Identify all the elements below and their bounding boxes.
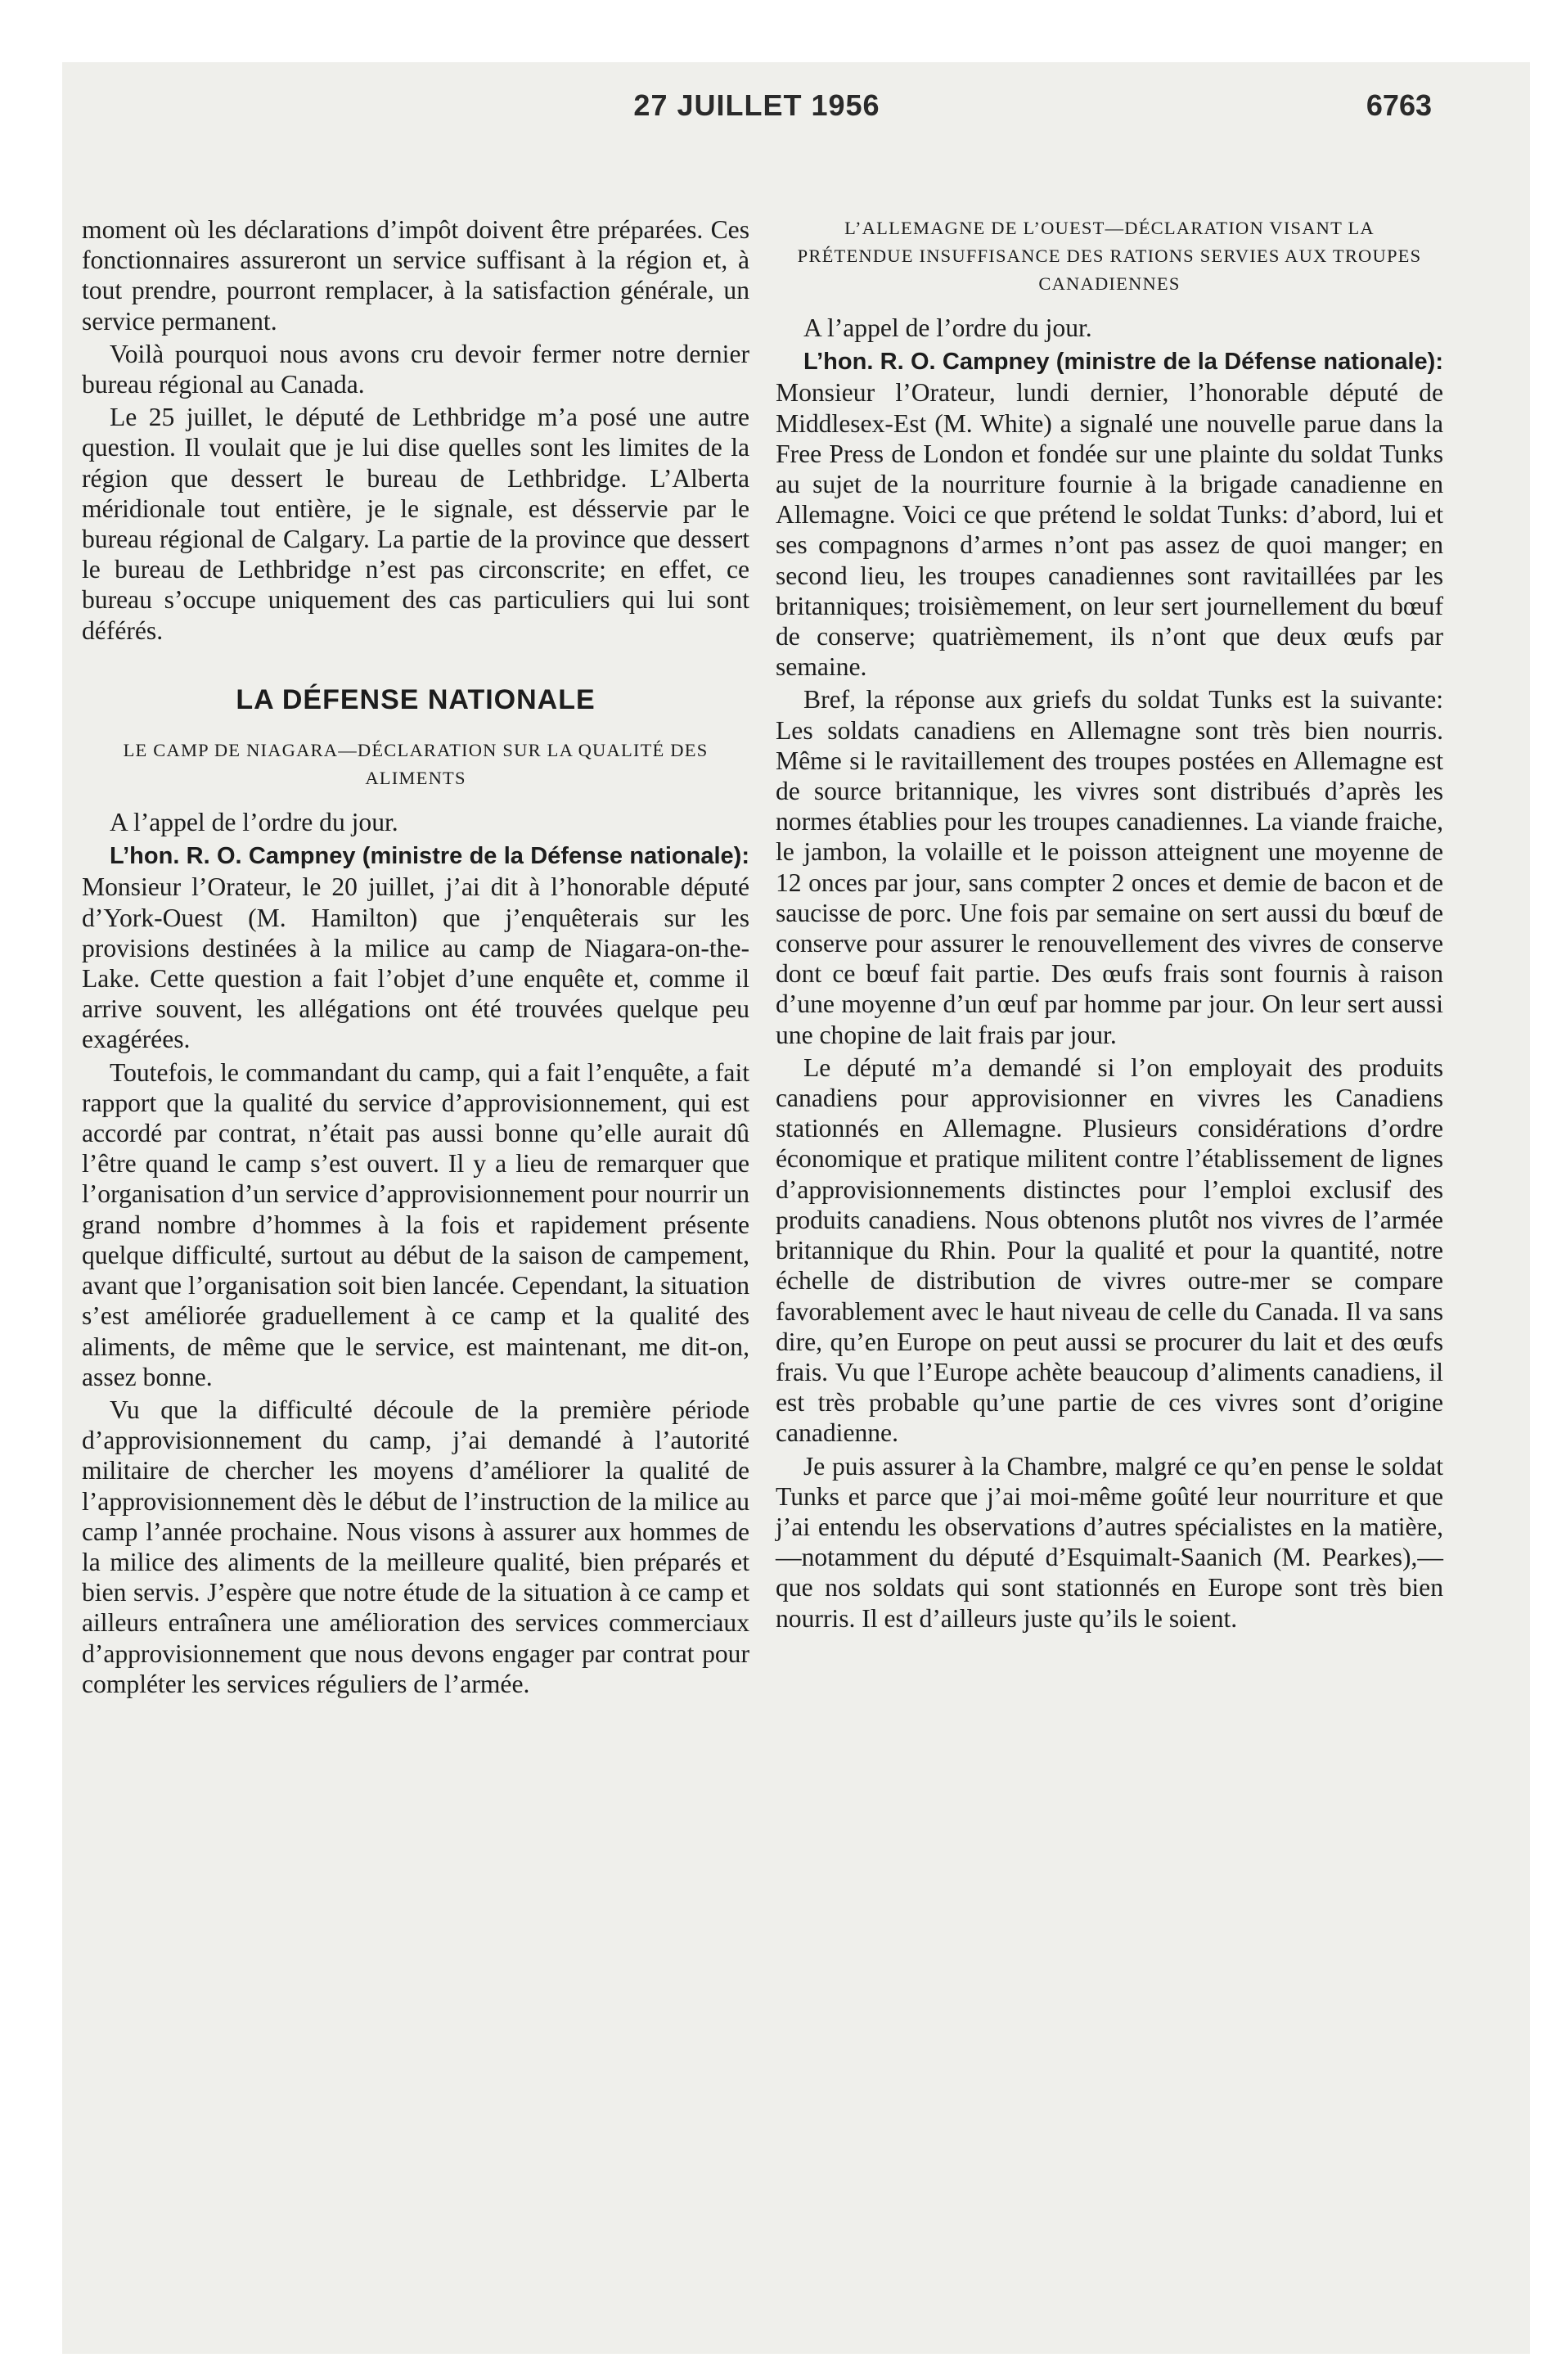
paragraph: Je puis assurer à la Chambre, malgré ce qu’en pense le soldat Tunks et parce que j’ai moi-même goûté leur nourriture et que j’ai entendu les observations d’autres spécialistes en la matière,—notamment du député d’Esquimalt-Saanich (M. Pearkes),—que nos soldats qui sont stationnés en Europe sont très bien nourris. Il est d’ailleurs juste qu’ils le soient. [776,1451,1443,1633]
speaker-text: Monsieur l’Orateur, lundi dernier, l’honorable député de Middlesex-Est (M. White) a signalé une nouvelle parue dans la Free Press de London et fondée sur une plainte du soldat Tunks au sujet de la nourriture fournie à la brigade canadienne en Allemagne. Voici ce que prétend le soldat Tunks: d’abord, lui et ses compagnons d’armes n’ont pas assez de quoi manger; en second lieu, les troupes canadiennes sont ravitaillées par les britanniques; troisièmement, on leur sert journellement du bœuf de conserve; quatrièmement, ils n’ont que deux œufs par semaine. [776,378,1443,682]
paragraph: Bref, la réponse aux griefs du soldat Tunks est la suivante: Les soldats canadiens en Allemagne sont très bien nourris. Même si le ravitaillement des troupes postées en Allemagne est de source britannique, les vivres sont distribués d’après les normes établies pour les troupes canadiennes. La viande fraiche, le jambon, la volaille et le poisson atteignent une moyenne de 12 onces par jour, sans compter 2 onces et demie de bacon et de saucisse de porc. Une fois par semaine on sert aussi du bœuf de conserve pour assurer le renouvellement des vivres de conserve dont ce bœuf fait partie. Des œufs frais sont fournis à raison d’une moyenne d’un œuf par homme par jour. On leur sert aussi une chopine de lait frais par jour. [776,685,1443,1049]
page-header [82,88,1432,137]
speaker-name: L’hon. R. O. Campney (ministre de la Défense nationale): [803,349,1443,376]
paragraph: Vu que la difficulté découle de la première période d’approvisionnement du camp, j’ai demandé à l’autorité militaire de chercher les moyens d’améliorer la qualité de l’approvisionnement dès le début de l’instruction de la milice au camp l’année prochaine. Nous visons à assurer aux hommes de la milice des aliments de la meilleure qualité, bien préparés et bien servis. J’espère que notre étude de la situation à ce camp et ailleurs entraînera une amélioration des services commerciaux d’approvisionnement que nous devons engager par contrat pour compléter les services réguliers de l’armée. [82,1395,749,1698]
header-date: 27 JUILLET 1956 [633,88,880,122]
left-column [82,214,749,1699]
sub-title: LE CAMP DE NIAGARA—DÉCLARATION SUR LA QUALITÉ DES ALIMENTS [123,740,709,789]
speaker-paragraph [776,345,1443,682]
paragraph: Le 25 juillet, le député de Lethbridge m’a posé une autre question. Il voulait que je lui dise quelles sont les limites de la région que dessert le bureau de Lethbridge. L’Alberta méridionale tout entière, je le signale, est désservie par le bureau régional de Calgary. La partie de la province que dessert le bureau de Lethbridge n’est pas circonscrite; en effet, ce bureau s’occupe uniquement des cas particuliers qui lui sont déférés. [82,403,749,645]
paragraph: A l’appel de l’ordre du jour. [803,313,1092,342]
paragraph: Toutefois, le commandant du camp, qui a fait l’enquête, a fait rapport que la qualité du service d’approvisionnement, qui est accordé par contrat, n’était pas aussi bonne qu’elle aurait dû l’être quand le camp s’est ouvert. Il y a lieu de remarquer que l’organisation d’un service d’approvisionnement pour nourrir un grand nombre d’hommes à la fois et rapidement présente quelque difficulté, surtout au début de la saison de campement, avant que l’organisation soit bien lancée. Cependant, la situation s’est améliorée graduellement à ce camp et la qualité des aliments, de même que le service, est maintenant, me dit-on, assez bonne. [82,1057,749,1391]
right-column [776,214,1443,1634]
page-number: 6763 [1366,88,1432,122]
speaker-text: Monsieur l’Orateur, le 20 juillet, j’ai dit à l’honorable député d’York-Ouest (M. Hamilton) que j’enquêterais sur les provisions destinées à la milice au camp de Niagara-on-the-Lake. Cette question a fait l’objet d’une enquête et, comme il arrive souvent, les allégations ont été trouvées quelque peu exagérées. [82,872,749,1054]
paragraph: Voilà pourquoi nous avons cru devoir fermer notre dernier bureau régional au Canada. [82,339,749,399]
speaker-name: L’hon. R. O. Campney (ministre de la Défense nationale): [110,843,749,870]
section-title: LA DÉFENSE NATIONALE [236,683,596,715]
paragraph: moment où les déclarations d’impôt doivent être préparées. Ces fonctionnaires assureront un service suffisant à la région et, à tout prendre, pourront remplacer, à la satisfaction générale, un service permanent. [82,215,749,336]
paragraph: Le député m’a demandé si l’on employait des produits canadiens pour approvisionner en vivres les Canadiens stationnés en Allemagne. Plusieurs considérations d’ordre économique et pratique militent contre l’établissement de lignes d’approvisionnements distinctes pour l’emploi exclusif des produits canadiens. Nous obtenons plutôt nos vivres de l’armée britannique du Rhin. Pour la qualité et pour la quantité, notre échelle de distribution de vivres outre-mer se compare favorablement avec le haut niveau de celle du Canada. Il va sans dire, qu’en Europe on peut aussi se procurer du lait et des œufs frais. Vu que l’Europe achète beaucoup d’aliments canadiens, il est très probable qu’une partie de ces vivres sont d’origine canadienne. [776,1053,1443,1448]
paragraph: A l’appel de l’ordre du jour. [110,808,398,837]
sub-title: L’ALLEMAGNE DE L’OUEST—DÉCLARATION VISANT LA PRÉTENDUE INSUFFISANCE DES RATIONS SERVIES AUX TROUPES CANADIENNES [797,218,1422,294]
speaker-paragraph [82,840,749,1054]
